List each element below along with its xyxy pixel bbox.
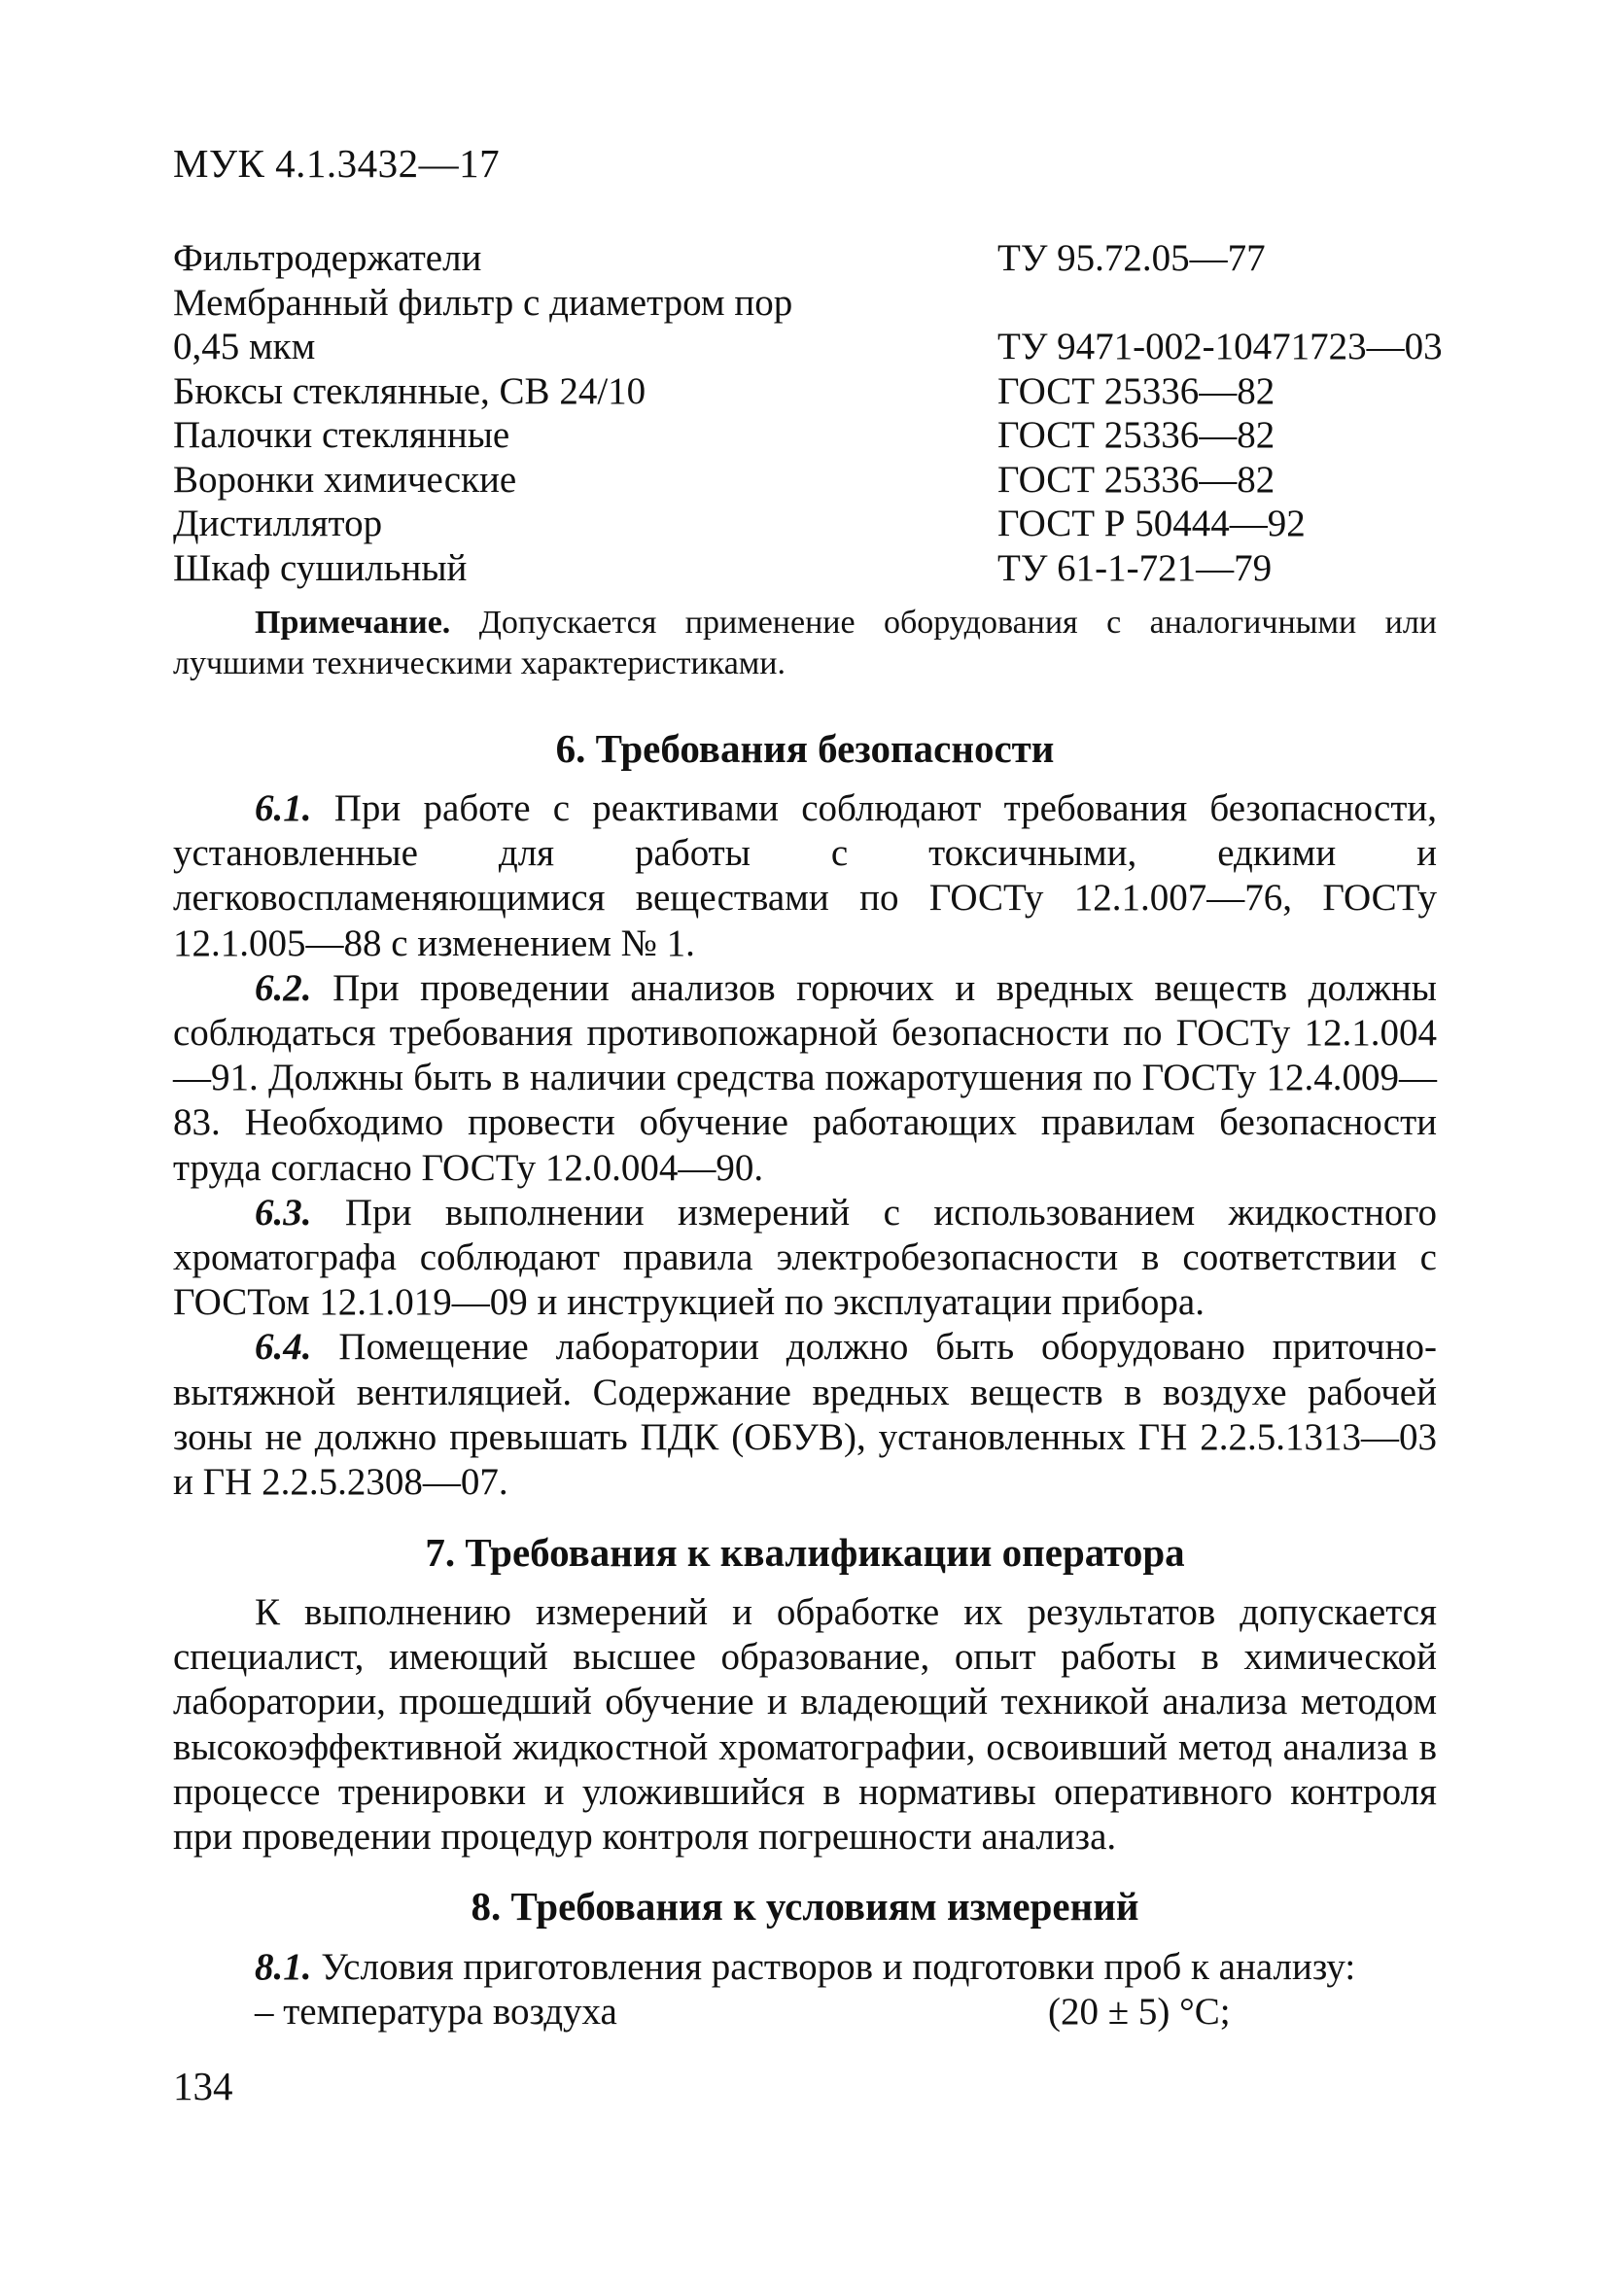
- equipment-standard: ГОСТ 25336—82: [997, 458, 1275, 501]
- equipment-note: [173, 603, 1437, 684]
- equipment-standard: ГОСТ 25336—82: [997, 414, 1275, 456]
- equipment-name: Дистиллятор: [173, 503, 383, 544]
- paragraph-text: При проведении анализов горючих и вредных веществ должны соблюдаться требования противопожарной безопасности по ГОСТу 12.1.004—91. Должны быть в наличии средства пожаротушения по ГОСТу 12.4.009—83. Необходимо провести обучение работающих правилам безопасности труда согласно ГОСТу 12.0.004—90.: [173, 966, 1437, 1189]
- equipment-standard: ТУ 95.72.05—77: [997, 237, 1266, 279]
- equipment-standard: ГОСТ 25336—82: [997, 369, 1275, 412]
- equipment-row: [173, 369, 1456, 414]
- paragraph-text: При выполнении измерений с использованием жидкостного хроматографа соблюдают правила электробезопасности в соответствии с ГОСТом 12.1.019—09 и инструкцией по эксплуатации прибора.: [173, 1191, 1437, 1324]
- paragraph-6-3: [173, 1191, 1437, 1326]
- equipment-row: [173, 281, 1456, 326]
- page-number: 134: [173, 2064, 233, 2108]
- paragraph-6-4: [173, 1325, 1437, 1505]
- paragraph-number: 6.4.: [255, 1326, 312, 1369]
- section-7-title: 7. Требования к квалификации оператора: [425, 1530, 1185, 1575]
- equipment-name: Воронки химические: [173, 458, 517, 501]
- equipment-name: Шкаф сушильный: [173, 546, 468, 589]
- equipment-row: [173, 502, 1456, 546]
- section-6-body: [173, 786, 1437, 1505]
- section-8-body: [173, 1945, 1437, 2035]
- note-label: Примечание.: [255, 605, 451, 641]
- section-7-body: [173, 1590, 1437, 1860]
- condition-value: (20 ± 5) °C;: [1048, 1991, 1231, 2034]
- equipment-row: [173, 236, 1456, 281]
- paragraph-7: К выполнению измерений и обработке их результатов допускается специалист, имеющий высшее образование, опыт работы в химической лаборатории, прошедший обучение и владеющий техникой анализа методом высокоэффективной жидкостной хроматографии, освоивший метод анализа в процессе тренировки и уложившийся в нормативы оперативного контроля при проведении процедур контроля погрешности анализа.: [173, 1591, 1437, 1859]
- section-8-title: 8. Требования к условиям измерений: [471, 1884, 1139, 1929]
- equipment-name: Мембранный фильтр с диаметром пор: [173, 281, 793, 324]
- paragraph-text: При работе с реактивами соблюдают требования безопасности, установленные для работы с токсичными, едкими и легковоспламеняющимися веществами по ГОСТу 12.1.007—76, ГОСТу 12.1.005—88 с изменением № 1.: [173, 787, 1437, 964]
- paragraph-number: 6.2.: [255, 966, 312, 1009]
- paragraph-8-1: [173, 1945, 1437, 1990]
- equipment-row: [173, 325, 1456, 369]
- equipment-name: Бюксы стеклянные, СВ 24/10: [173, 369, 646, 412]
- equipment-row: [173, 413, 1456, 458]
- equipment-row: [173, 458, 1456, 503]
- paragraph-text: Помещение лаборатории должно быть оборудовано приточно-вытяжной вентиляцией. Содержание вредных веществ в воздухе рабочей зоны не должно превышать ПДК (ОБУВ), установленных ГН 2.2.5.1313—03 и ГН 2.2.5.2308—07.: [173, 1326, 1437, 1504]
- equipment-standard: ТУ 61-1-721—79: [997, 546, 1273, 589]
- paragraph-text: Условия приготовления растворов и подготовки проб к анализу:: [311, 1946, 1356, 1988]
- equipment-standard: ГОСТ Р 50444—92: [997, 503, 1306, 544]
- equipment-list: [173, 236, 1456, 590]
- condition-row: [173, 1990, 1437, 2035]
- equipment-name: Палочки стеклянные: [173, 414, 510, 456]
- condition-label: – температура воздуха: [255, 1991, 617, 2034]
- note-text: Допускается применение оборудования с аналогичными или лучшими техническими характеристиками.: [173, 605, 1437, 681]
- equipment-name: Фильтродержатели: [173, 237, 482, 279]
- paragraph-number: 6.3.: [255, 1191, 312, 1234]
- paragraph-6-1: [173, 786, 1437, 966]
- paragraph-6-2: [173, 966, 1437, 1191]
- equipment-standard: ТУ 9471-002-10471723—03: [997, 326, 1443, 367]
- running-header: МУК 4.1.3432—17: [173, 141, 501, 186]
- section-6-title: 6. Требования безопасности: [555, 726, 1055, 771]
- equipment-row: [173, 546, 1456, 591]
- paragraph-number: 8.1.: [255, 1946, 312, 1988]
- equipment-name: 0,45 мкм: [173, 326, 316, 367]
- paragraph-number: 6.1.: [255, 787, 312, 829]
